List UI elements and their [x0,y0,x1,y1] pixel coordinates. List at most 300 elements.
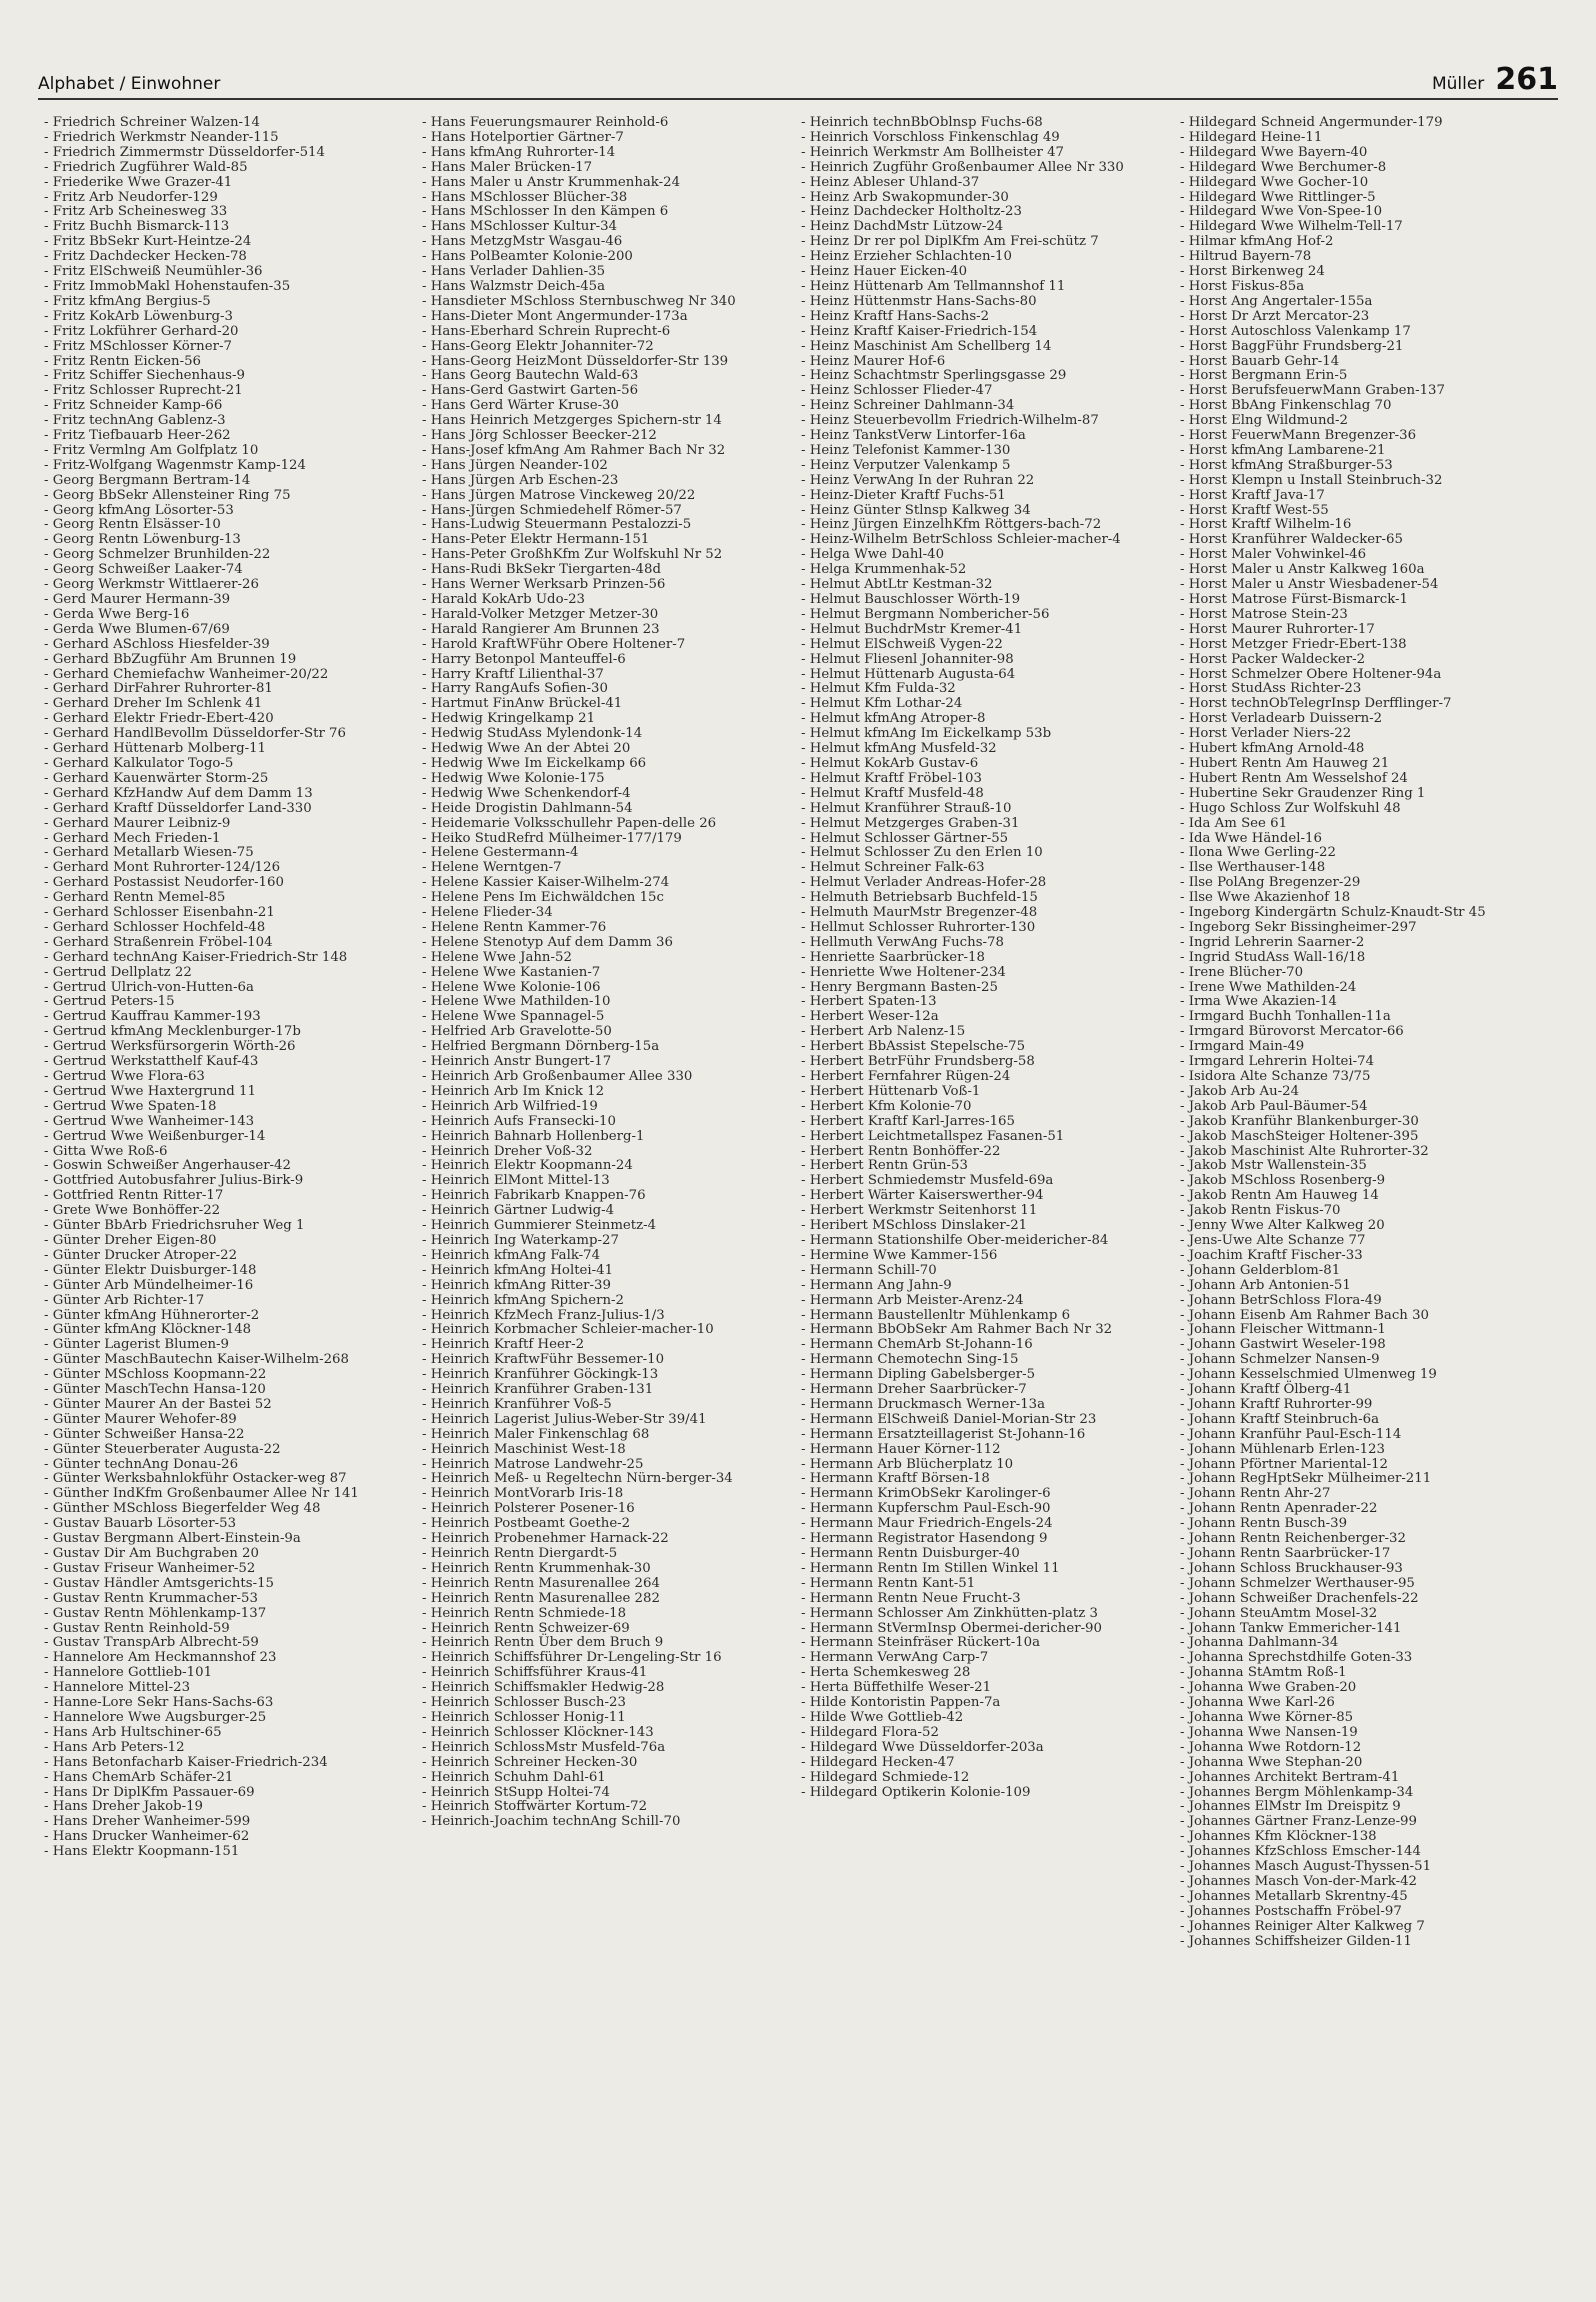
directory-entry: - Jakob Mstr Wallenstein-35 [1180,1158,1367,1174]
directory-entry: - Horst Bauarb Gehr-14 [1180,353,1340,369]
directory-entry: - Hedwig Wwe Kolonie-175 [422,770,605,786]
directory-entry: - Hans-Georg HeizMont Düsseldorfer-Str 139 [422,353,729,369]
directory-entry: - Hanne-Lore Sekr Hans-Sachs-63 [44,1695,274,1711]
directory-entry: - Helmut Kfm Fulda-32 [801,681,956,697]
directory-entry: - Gertrud Wwe Spaten-18 [44,1098,217,1114]
directory-entry: - Günter Drucker Atroper-22 [44,1247,238,1263]
directory-entry: - Hilde Wwe Gottlieb-42 [801,1709,964,1725]
directory-entry: - Horst Kraftf West-55 [1180,502,1329,518]
directory-entry: - Heinrich Aufs Fransecki-10 [422,1113,616,1129]
directory-entry: - Hermann Registrator Hasendong 9 [801,1531,1048,1547]
directory-entry: - Hermann Arb Blücherplatz 10 [801,1456,1014,1472]
directory-entry: - Gertrud Kauffrau Kammer-193 [44,1009,261,1025]
directory-entry: - Gerhard Schlosser Eisenbahn-21 [44,905,275,921]
directory-entry: - Gerhard Maurer Leibniz-9 [44,815,231,831]
directory-entry: - Hildegard Hecken-47 [801,1754,955,1770]
directory-entry: - Johannes Architekt Bertram-41 [1180,1769,1400,1785]
directory-entry: - Günther MSchloss Biegerfelder Weg 48 [44,1501,321,1517]
directory-entry: - Hans Heinrich Metzgerges Spichern-str 14 [422,413,722,429]
directory-entry: - Helene Kassier Kaiser-Wilhelm-274 [422,875,670,891]
directory-entry: - Hans Jörg Schlosser Beecker-212 [422,428,657,444]
directory-entry: - Horst kfmAng Straßburger-53 [1180,457,1393,473]
column-2 [418,116,780,2186]
directory-entry: - Friedrich Zugführer Wald-85 [44,159,248,175]
directory-entry: - Hildegard Heine-11 [1180,129,1323,145]
directory-entry: - Helene Pens Im Eichwäldchen 15c [422,890,664,906]
directory-entry: - Herbert Wärter Kaiserswerther-94 [801,1188,1044,1204]
directory-entry: - Heinz TankstVerw Lintorfer-16a [801,428,1026,444]
directory-entry: - Helmut kfmAng Musfeld-32 [801,741,997,757]
directory-entry: - Horst Matrose Fürst-Bismarck-1 [1180,592,1409,607]
directory-entry: - Heinrich KraftwFühr Bessemer-10 [422,1352,665,1368]
directory-entry: - Gerhard Metallarb Wiesen-75 [44,845,254,861]
directory-entry: - Helmut Kfm Lothar-24 [801,696,963,712]
directory-entry: - Hans MSchlosser Kultur-34 [422,219,618,235]
directory-entry: - Helmut Bauschlosser Wörth-19 [801,592,1021,607]
directory-entry: - Helga Wwe Dahl-40 [801,547,945,563]
directory-entry: - Helene Gestermann-4 [422,845,579,861]
directory-entry: - Gerhard Mech Frieden-1 [44,830,221,846]
directory-entry: - Hans PolBeamter Kolonie-200 [422,249,633,265]
directory-entry: - Hermann Dreher Saarbrücker-7 [801,1382,1027,1398]
directory-entry: - Horst Maler u Anstr Wiesbadener-54 [1180,577,1439,593]
directory-entry: - Johanna StAmtm Roß-1 [1180,1665,1347,1681]
directory-entry: - Fritz technAng Gablenz-3 [44,413,226,429]
directory-entry: - Heinrich Rentn Über dem Bruch 9 [422,1635,664,1651]
directory-entry: - Hellmuth VerwAng Fuchs-78 [801,934,1004,950]
directory-entry: - Heinrich Fabrikarb Knappen-76 [422,1188,646,1204]
directory-entry: - Horst Birkenweg 24 [1180,264,1325,280]
directory-entry: - Hermann StVermInsp Obermei-dericher-90 [801,1620,1102,1636]
directory-entry: - Fritz MSchlosser Körner-7 [44,338,232,354]
directory-entry: - Heinz Schreiner Dahlmann-34 [801,398,1015,414]
directory-entry: - Heinrich kfmAng Spichern-2 [422,1292,624,1308]
directory-entry: - Günter MSchloss Koopmann-22 [44,1367,267,1383]
directory-entry: - Hubert kfmAng Arnold-48 [1180,741,1365,757]
directory-entry: - Hans kfmAng Ruhrorter-14 [422,144,616,160]
directory-entry: - Hans Maler u Anstr Krummenhak-24 [422,174,681,190]
directory-entry: - Gustav Händler Amtsgerichts-15 [44,1575,275,1591]
directory-entry: - Hans-Ludwig Steuermann Pestalozzi-5 [422,517,692,533]
directory-entry: - Hannelore Am Heckmannshof 23 [44,1650,277,1666]
directory-entry: - Heinrich Zugführ Großenbaumer Allee Nr 330 [801,159,1124,175]
directory-entry: - Heinz-Dieter Kraftf Fuchs-51 [801,487,1006,503]
directory-entry: - Fritz Arb Scheinesweg 33 [44,204,228,220]
directory-entry: - Gerhard ASchloss Hiesfelder-39 [44,636,270,652]
column-3 [797,116,1159,2186]
directory-entry: - Ilse PolAng Bregenzer-29 [1180,875,1361,891]
section-title: Alphabet / Einwohner [38,74,221,94]
directory-entry: - Johann Kranführ Paul-Esch-114 [1180,1426,1402,1442]
directory-entry: - Helene Wwe Jahn-52 [422,949,572,965]
directory-entry: - Heinz Telefonist Kammer-130 [801,442,1011,458]
directory-entry: - Heinz Schlosser Flieder-47 [801,383,993,399]
directory-entry: - Günter technAng Donau-26 [44,1456,239,1472]
directory-entry: - Heinrich Ing Waterkamp-27 [422,1232,619,1248]
directory-entry: - Hans Gerd Wärter Kruse-30 [422,398,619,414]
directory-entry: - Jakob MSchloss Rosenberg-9 [1180,1173,1386,1189]
directory-entry: - Johanna Sprechstdhilfe Goten-33 [1180,1650,1413,1666]
directory-entry: - Hans-Peter Elektr Hermann-151 [422,532,650,548]
directory-entry: - Hansdieter MSchloss Sternbuschweg Nr 340 [422,293,736,309]
directory-entry: - Horst Kraftf Wilhelm-16 [1180,517,1352,533]
directory-entry: - Ingeborg Sekr Bissingheimer-297 [1180,919,1417,935]
directory-entry: - Heinrich kfmAng Holtei-41 [422,1262,614,1278]
directory-entry: - Johann Rentn Ahr-27 [1180,1486,1331,1502]
directory-entry: - Herbert Spaten-13 [801,994,937,1010]
directory-entry: - Heinrich Arb Wilfried-19 [422,1098,598,1114]
directory-entry: - Heinrich Schlosser Klöckner-143 [422,1724,654,1740]
directory-entry: - Gustav Friseur Wanheimer-52 [44,1560,256,1576]
directory-entry: - Hildegard Optikerin Kolonie-109 [801,1784,1031,1800]
directory-entry: - Günter Lagerist Blumen-9 [44,1337,229,1353]
directory-entry: - Hildegard Wwe Gocher-10 [1180,174,1369,190]
directory-entry: - Hans Jürgen Arb Eschen-23 [422,472,619,488]
directory-entry: - Hilde Kontoristin Pappen-7a [801,1695,1001,1711]
directory-entry: - Georg Schweißer Laaker-74 [44,562,243,578]
directory-entry: - Hans-Rudi BkSekr Tiergarten-48d [422,562,661,578]
directory-entry: - Gerhard HandlBevollm Düsseldorfer-Str 76 [44,726,346,742]
directory-entry: - Hermann Stationshilfe Ober-meidericher-84 [801,1232,1109,1248]
directory-entry: - Fritz Schiffer Siechenhaus-9 [44,368,245,384]
directory-entry: - Heinz Maurer Hof-6 [801,353,946,369]
header-rule [38,98,1558,100]
directory-entry: - Günter MaschTechn Hansa-120 [44,1382,266,1398]
directory-entry: - Johann Eisenb Am Rahmer Bach 30 [1180,1307,1430,1323]
directory-entry: - Heinz Günter Stlnsp Kalkweg 34 [801,502,1031,518]
directory-entry: - Hildegard Wwe Von-Spee-10 [1180,204,1383,220]
directory-entry: - Horst Maurer Ruhrorter-17 [1180,621,1375,637]
directory-entry: - Helmut Schlosser Gärtner-55 [801,830,1009,846]
directory-entry: - Johanna Wwe Körner-85 [1180,1709,1354,1725]
directory-entry: - Gertrud Ulrich-von-Hutten-6a [44,979,254,995]
directory-entry: - Johanna Dahlmann-34 [1180,1635,1339,1651]
directory-entry: - Helene Wwe Mathilden-10 [422,994,611,1010]
directory-entry: - Johanna Wwe Stephan-20 [1180,1754,1363,1770]
directory-entry: - Georg Rentn Elsässer-10 [44,517,221,533]
directory-entry: - Gertrud Dellplatz 22 [44,964,192,980]
directory-entry: - Johannes Masch August-Thyssen-51 [1180,1859,1432,1875]
directory-entry: - Friedrich Schreiner Walzen-14 [44,116,260,130]
directory-entry: - Harald-Volker Metzger Metzer-30 [422,606,659,622]
directory-entry: - Irene Wwe Mathilden-24 [1180,979,1357,995]
directory-entry: - Heinrich Schlosser Honig-11 [422,1709,626,1725]
directory-entry: - Friedrich Werkmstr Neander-115 [44,129,279,145]
directory-entry: - Jakob Rentn Fiskus-70 [1180,1203,1341,1219]
directory-entry: - Herbert Hüttenarb Voß-1 [801,1083,981,1099]
directory-entry: - Herbert BetrFühr Frundsberg-58 [801,1054,1035,1070]
directory-entry: - Fritz Vermlng Am Golfplatz 10 [44,442,259,458]
directory-entry: - Hans Jürgen Neander-102 [422,457,608,473]
directory-entry: - Hedwig Wwe An der Abtei 20 [422,741,631,757]
directory-entry: - Heinrich StSupp Holtei-74 [422,1784,610,1800]
directory-entry: - Günter Elektr Duisburger-148 [44,1262,257,1278]
directory-entry: - Irene Blücher-70 [1180,964,1304,980]
directory-entry: - Hedwig Wwe Im Eickelkamp 66 [422,755,647,771]
directory-entry: - Hermann Dipling Gabelsberger-5 [801,1367,1036,1383]
directory-entry: - Georg kfmAng Lösorter-53 [44,502,234,518]
directory-entry: - Johann Rentn Apenrader-22 [1180,1501,1378,1517]
directory-entry: - Horst Verlader Niers-22 [1180,726,1352,742]
directory-entry: - Heinrich SchlossMstr Musfeld-76a [422,1739,666,1755]
directory-entry: - Hellmut Schlosser Ruhrorter-130 [801,919,1036,935]
directory-entry: - Johanna Wwe Rotdorn-12 [1180,1739,1362,1755]
directory-entry: - Fritz BbSekr Kurt-Heintze-24 [44,234,252,250]
directory-entry: - Henriette Saarbrücker-18 [801,949,985,965]
directory-entry: - Jakob Arb Au-24 [1180,1083,1300,1099]
directory-entry: - Fritz Rentn Eicken-56 [44,353,202,369]
directory-entry: - Hermann Maur Friedrich-Engels-24 [801,1516,1053,1532]
directory-entry: - Jakob Kranführ Blankenburger-30 [1180,1113,1419,1129]
directory-entry: - Hubert Rentn Am Wesselshof 24 [1180,770,1408,786]
page-header-right [1432,62,1558,97]
directory-entry: - Helmut Schreiner Falk-63 [801,860,985,876]
directory-entry: - Gitta Wwe Roß-6 [44,1143,168,1159]
directory-entry: - Heinrich Polsterer Posener-16 [422,1501,635,1517]
directory-entry: - Henry Bergmann Basten-25 [801,979,998,995]
directory-entry: - Horst Maler Vohwinkel-46 [1180,547,1367,563]
directory-entry: - Heiko StudRefrd Mülheimer-177/179 [422,830,682,846]
directory-entry: - Fritz Schneider Kamp-66 [44,398,223,414]
directory-entry: - Hans Arb Peters-12 [44,1739,185,1755]
directory-entry: - Horst Verladearb Duissern-2 [1180,711,1383,727]
directory-entry: - Heinrich Schreiner Hecken-30 [422,1754,638,1770]
directory-entry: - Heinrich Stoffwärter Kortum-72 [422,1799,648,1815]
directory-entry: - Helmut Metzgerges Graben-31 [801,815,1020,831]
directory-entry: - Günter Steuerberater Augusta-22 [44,1441,281,1457]
directory-entry: - Irmgard Main-49 [1180,1039,1305,1055]
directory-entry: - Johann Kraftf Ruhrorter-99 [1180,1396,1373,1412]
directory-entry: - Hildegard Wwe Bayern-40 [1180,144,1368,160]
directory-entry: - Hiltrud Bayern-78 [1180,249,1312,265]
directory-entry: - Hermann Chemotechn Sing-15 [801,1352,1019,1368]
directory-entry: - Günter Maurer Wehofer-89 [44,1411,237,1427]
directory-entry: - Johann BetrSchloss Flora-49 [1180,1292,1382,1308]
directory-entry: - Heinrich Maschinist West-18 [422,1441,626,1457]
directory-entry: - Johann Pförtner Mariental-12 [1180,1456,1389,1472]
directory-entry: - Herbert Rentn Grün-53 [801,1158,968,1174]
directory-entry: - Horst Metzger Friedr-Ebert-138 [1180,636,1407,652]
directory-entry: - Heinrich Rentn Diergardt-5 [422,1546,618,1561]
directory-entry: - Horst Fiskus-85a [1180,278,1305,294]
directory-entry: - Hans-Josef kfmAng Am Rahmer Bach Nr 32 [422,442,726,458]
directory-entry: - Hermann Arb Meister-Arenz-24 [801,1292,1024,1308]
directory-entry: - Günter Arb Richter-17 [44,1292,205,1308]
directory-entry: - Helmuth MaurMstr Bregenzer-48 [801,905,1038,921]
directory-entry: - Hermann BbObSekr Am Rahmer Bach Nr 32 [801,1322,1113,1338]
directory-entry: - Horst Autoschloss Valenkamp 17 [1180,323,1411,339]
directory-entry: - Heinrich Schiffsführer Kraus-41 [422,1665,648,1681]
directory-entry: - Horst BerufsfeuerwMann Graben-137 [1180,383,1445,399]
directory-entry: - Hermann Kupferschm Paul-Esch-90 [801,1501,1051,1517]
directory-entry: - Heribert MSchloss Dinslaker-21 [801,1218,1028,1234]
directory-entry: - Gerda Wwe Berg-16 [44,606,190,622]
directory-entry: - Hubert Rentn Am Hauweg 21 [1180,755,1390,771]
directory-entry: - Hildegard Schmiede-12 [801,1769,970,1785]
directory-entry: - Fritz Dachdecker Hecken-78 [44,249,247,265]
directory-entry: - Hermann Rentn Kant-51 [801,1575,976,1591]
directory-entry: - Johann Arb Antonien-51 [1180,1277,1351,1293]
directory-entry: - Johann Rentn Reichenberger-32 [1180,1531,1406,1547]
directory-entry: - Heinrich Arb Großenbaumer Allee 330 [422,1069,693,1084]
directory-entry: - Horst Ang Angertaler-155a [1180,293,1373,309]
directory-entry: - Isidora Alte Schanze 73/75 [1180,1069,1371,1084]
directory-entry: - Heinrich KfzMech Franz-Julius-1/3 [422,1307,665,1323]
directory-entry: - Gottfried Rentn Ritter-17 [44,1188,224,1204]
directory-entry: - Irmgard Buchh Tonhallen-11a [1180,1009,1391,1025]
directory-entry: - Herbert Kfm Kolonie-70 [801,1098,972,1114]
directory-entry: - Hans MSchlosser In den Kämpen 6 [422,204,669,220]
directory-entry: - Hannelore Mittel-23 [44,1680,191,1696]
directory-entry: - Hans Feuerungsmaurer Reinhold-6 [422,116,669,130]
directory-entry: - Hannelore Wwe Augsburger-25 [44,1709,267,1725]
directory-entry: - Heinz Maschinist Am Schellberg 14 [801,338,1052,354]
directory-entry: - Helfried Arb Gravelotte-50 [422,1024,612,1040]
directory-entry: - Hildegard Wwe Düsseldorfer-203a [801,1739,1044,1755]
directory-entry: - Horst StudAss Richter-23 [1180,681,1362,697]
directory-entry: - Johannes Bergm Möhlenkamp-34 [1180,1784,1414,1800]
directory-entry: - Helmut Kraftf Musfeld-48 [801,785,984,801]
directory-entry: - Gertrud Wwe Haxtergrund 11 [44,1083,256,1099]
directory-entry: - Hildegard Schneid Angermunder-179 [1180,116,1443,130]
directory-entry: - Hermann VerwAng Carp-7 [801,1650,989,1666]
directory-entry: - Johannes Metallarb Skrentny-45 [1180,1888,1408,1904]
directory-entry: - Johannes Postschaffn Fröbel-97 [1180,1903,1402,1919]
directory-entry: - Heinrich Maler Finkenschlag 68 [422,1426,650,1442]
directory-entry: - Herbert Schmiedemstr Musfeld-69a [801,1173,1054,1189]
directory-entry: - Gertrud kfmAng Mecklenburger-17b [44,1024,301,1040]
directory-entry: - Johann Schmelzer Werthauser-95 [1180,1575,1415,1591]
directory-entry: - Ilona Wwe Gerling-22 [1180,845,1336,861]
directory-entry: - Helmut Kraftf Fröbel-103 [801,770,982,786]
directory-entry: - Helga Krummenhak-52 [801,562,967,578]
directory-entry: - Heinrich Lagerist Julius-Weber-Str 39/41 [422,1411,707,1427]
directory-entry: - Heinrich Schiffsmakler Hedwig-28 [422,1680,665,1696]
directory-entry: - Gerhard Postassist Neudorfer-160 [44,875,284,891]
directory-entry: - Ingrid StudAss Wall-16/18 [1180,949,1366,965]
directory-entry: - Johann Fleischer Wittmann-1 [1180,1322,1386,1338]
directory-entry: - Hermann Schill-70 [801,1262,937,1278]
directory-entry: - Heinrich Kranführer Graben-131 [422,1382,654,1398]
directory-entry: - Helmut Fliesenl Johanniter-98 [801,651,1014,667]
directory-entry: - Horst Elng Wildmund-2 [1180,413,1348,429]
directory-entry: - Heinrich Arb Im Knick 12 [422,1083,605,1099]
directory-entry: - Gerhard Hüttenarb Molberg-11 [44,741,266,757]
directory-entry: - Georg Bergmann Bertram-14 [44,472,251,488]
directory-entry: - Heinrich kfmAng Ritter-39 [422,1277,611,1293]
directory-entry: - Helmuth Betriebsarb Buchfeld-15 [801,890,1038,906]
directory-entry: - Harold KraftWFühr Obere Holtener-7 [422,636,686,652]
directory-entry: - Horst BaggFühr Frundsberg-21 [1180,338,1404,354]
directory-entry: - Hans-Dieter Mont Angermunder-173a [422,308,688,324]
directory-entry: - Hermann KrimObSekr Karolinger-6 [801,1486,1051,1502]
directory-entry: - Hilmar kfmAng Hof-2 [1180,234,1334,250]
directory-entry: - Hermann Rentn Neue Frucht-3 [801,1590,1021,1606]
directory-entry: - Hildegard Wwe Berchumer-8 [1180,159,1387,175]
directory-entry: - Herbert Kraftf Karl-Jarres-165 [801,1113,1015,1129]
directory-entry: - Horst Schmelzer Obere Holtener-94a [1180,666,1442,682]
directory-entry: - Horst Kraftf Java-17 [1180,487,1325,503]
directory-entry: - Johann Schweißer Drachenfels-22 [1180,1590,1419,1606]
directory-entry: - Gerhard technAng Kaiser-Friedrich-Str 148 [44,949,348,965]
directory-entry: - Hans Jürgen Matrose Vinckeweg 20/22 [422,487,696,503]
directory-entry: - Johann Mühlenarb Erlen-123 [1180,1441,1385,1457]
directory-entry: - Heinrich Kranführer Voß-5 [422,1396,612,1412]
directory-entry: - Hans-Georg Elektr Johanniter-72 [422,338,654,354]
directory-entry: - Hans Dreher Wanheimer-599 [44,1814,251,1830]
directory-entry: - Helene Rentn Kammer-76 [422,919,607,935]
directory-entry: - Günther IndKfm Großenbaumer Allee Nr 141 [44,1486,359,1502]
directory-entry: - Johann Gastwirt Weseler-198 [1180,1337,1386,1353]
directory-entry: - Helmut kfmAng Im Eickelkamp 53b [801,726,1052,742]
directory-entry: - Heinz Steuerbevollm Friedrich-Wilhelm-87 [801,413,1099,429]
directory-entry: - Johannes KfzSchloss Emscher-144 [1180,1844,1421,1860]
directory-entry: - Heinrich Korbmacher Schleier-macher-10 [422,1322,714,1338]
directory-entry: - Heinrich Rentn Krummenhak-30 [422,1560,651,1576]
directory-entry: - Johann Schmelzer Nansen-9 [1180,1352,1380,1368]
directory-entry: - Herbert BbAssist Stepelsche-75 [801,1039,1026,1055]
directory-entry: - Gerhard Dreher Im Schlenk 41 [44,696,263,712]
directory-entry: - Hermann Ang Jahn-9 [801,1277,952,1293]
directory-entry: - Horst Maler u Anstr Kalkweg 160a [1180,562,1425,578]
directory-entry: - Heinz Arb Swakopmunder-30 [801,189,1009,205]
directory-entry: - Fritz Schlosser Ruprecht-21 [44,383,243,399]
directory-entry: - Helmut Hüttenarb Augusta-64 [801,666,1016,682]
directory-entry: - Jakob Arb Paul-Bäumer-54 [1180,1098,1368,1114]
column-1 [40,116,400,2186]
directory-entry: - Hedwig StudAss Mylendonk-14 [422,726,643,742]
directory-entry: - Harry Kraftf Lilienthal-37 [422,666,604,682]
directory-entry: - Heinrich MontVorarb Iris-18 [422,1486,624,1502]
directory-entry: - Hans Hotelportier Gärtner-7 [422,129,624,145]
directory-entry: - Heinz Hauer Eicken-40 [801,264,968,280]
directory-entry: - Heinrich Meß- u Regeltechn Nürn-berger-34 [422,1471,733,1487]
directory-entry: - Heinrich Elektr Koopmann-24 [422,1158,633,1174]
directory-entry: - Johannes ElMstr Im Dreispitz 9 [1180,1799,1401,1815]
column-4 [1176,116,1558,2186]
directory-entry: - Ida Wwe Händel-16 [1180,830,1322,846]
directory-entry: - Heinrich Gummierer Steinmetz-4 [422,1218,657,1234]
directory-entry: - Heinrich Vorschloss Finkenschlag 49 [801,129,1060,145]
directory-entry: - Fritz ElSchweiß Neumühler-36 [44,264,263,280]
directory-entry: - Hans-Peter GroßhKfm Zur Wolfskuhl Nr 52 [422,547,723,563]
directory-entry: - Johann Schloss Bruckhauser-93 [1180,1560,1403,1576]
directory-entry: - Gerda Wwe Blumen-67/69 [44,621,230,637]
directory-entry: - Hubertine Sekr Graudenzer Ring 1 [1180,785,1426,801]
directory-entry: - Helmut BuchdrMstr Kremer-41 [801,621,1023,637]
directory-entry: - Herbert Rentn Bonhöffer-22 [801,1143,1001,1159]
directory-entry: - Johann Tankw Emmericher-141 [1180,1620,1402,1636]
directory-entry: - Ilse Wwe Akazienhof 18 [1180,890,1351,906]
directory-entry: - Hildegard Flora-52 [801,1724,939,1740]
directory-entry: - Heinrich Probenehmer Harnack-22 [422,1531,669,1547]
directory-entry: - Gertrud Wwe Wanheimer-143 [44,1113,255,1129]
directory-entry: - Fritz Lokführer Gerhard-20 [44,323,239,339]
directory-entry: - Johanna Wwe Nansen-19 [1180,1724,1358,1740]
directory-entry: - Ida Am See 61 [1180,815,1288,831]
directory-entry: - Heide Drogistin Dahlmann-54 [422,800,633,816]
directory-entry: - Fritz KokArb Löwenburg-3 [44,308,234,324]
directory-entry: - Hans Verlader Dahlien-35 [422,264,606,280]
directory-entry: - Heinrich Kraftf Heer-2 [422,1337,585,1353]
directory-entry: - Helmut Schlosser Zu den Erlen 10 [801,845,1043,861]
directory-entry: - Heinz-Wilhelm BetrSchloss Schleier-macher-4 [801,532,1121,548]
directory-entry: - Gerhard Kauenwärter Storm-25 [44,770,269,786]
directory-entry: - Günter MaschBautechn Kaiser-Wilhelm-268 [44,1352,349,1368]
directory-entry: - Hans Dr DiplKfm Passauer-69 [44,1784,255,1800]
directory-entry: - Heinrich Schlosser Busch-23 [422,1695,626,1711]
directory-entry: - Hermann ElSchweiß Daniel-Morian-Str 23 [801,1411,1097,1427]
